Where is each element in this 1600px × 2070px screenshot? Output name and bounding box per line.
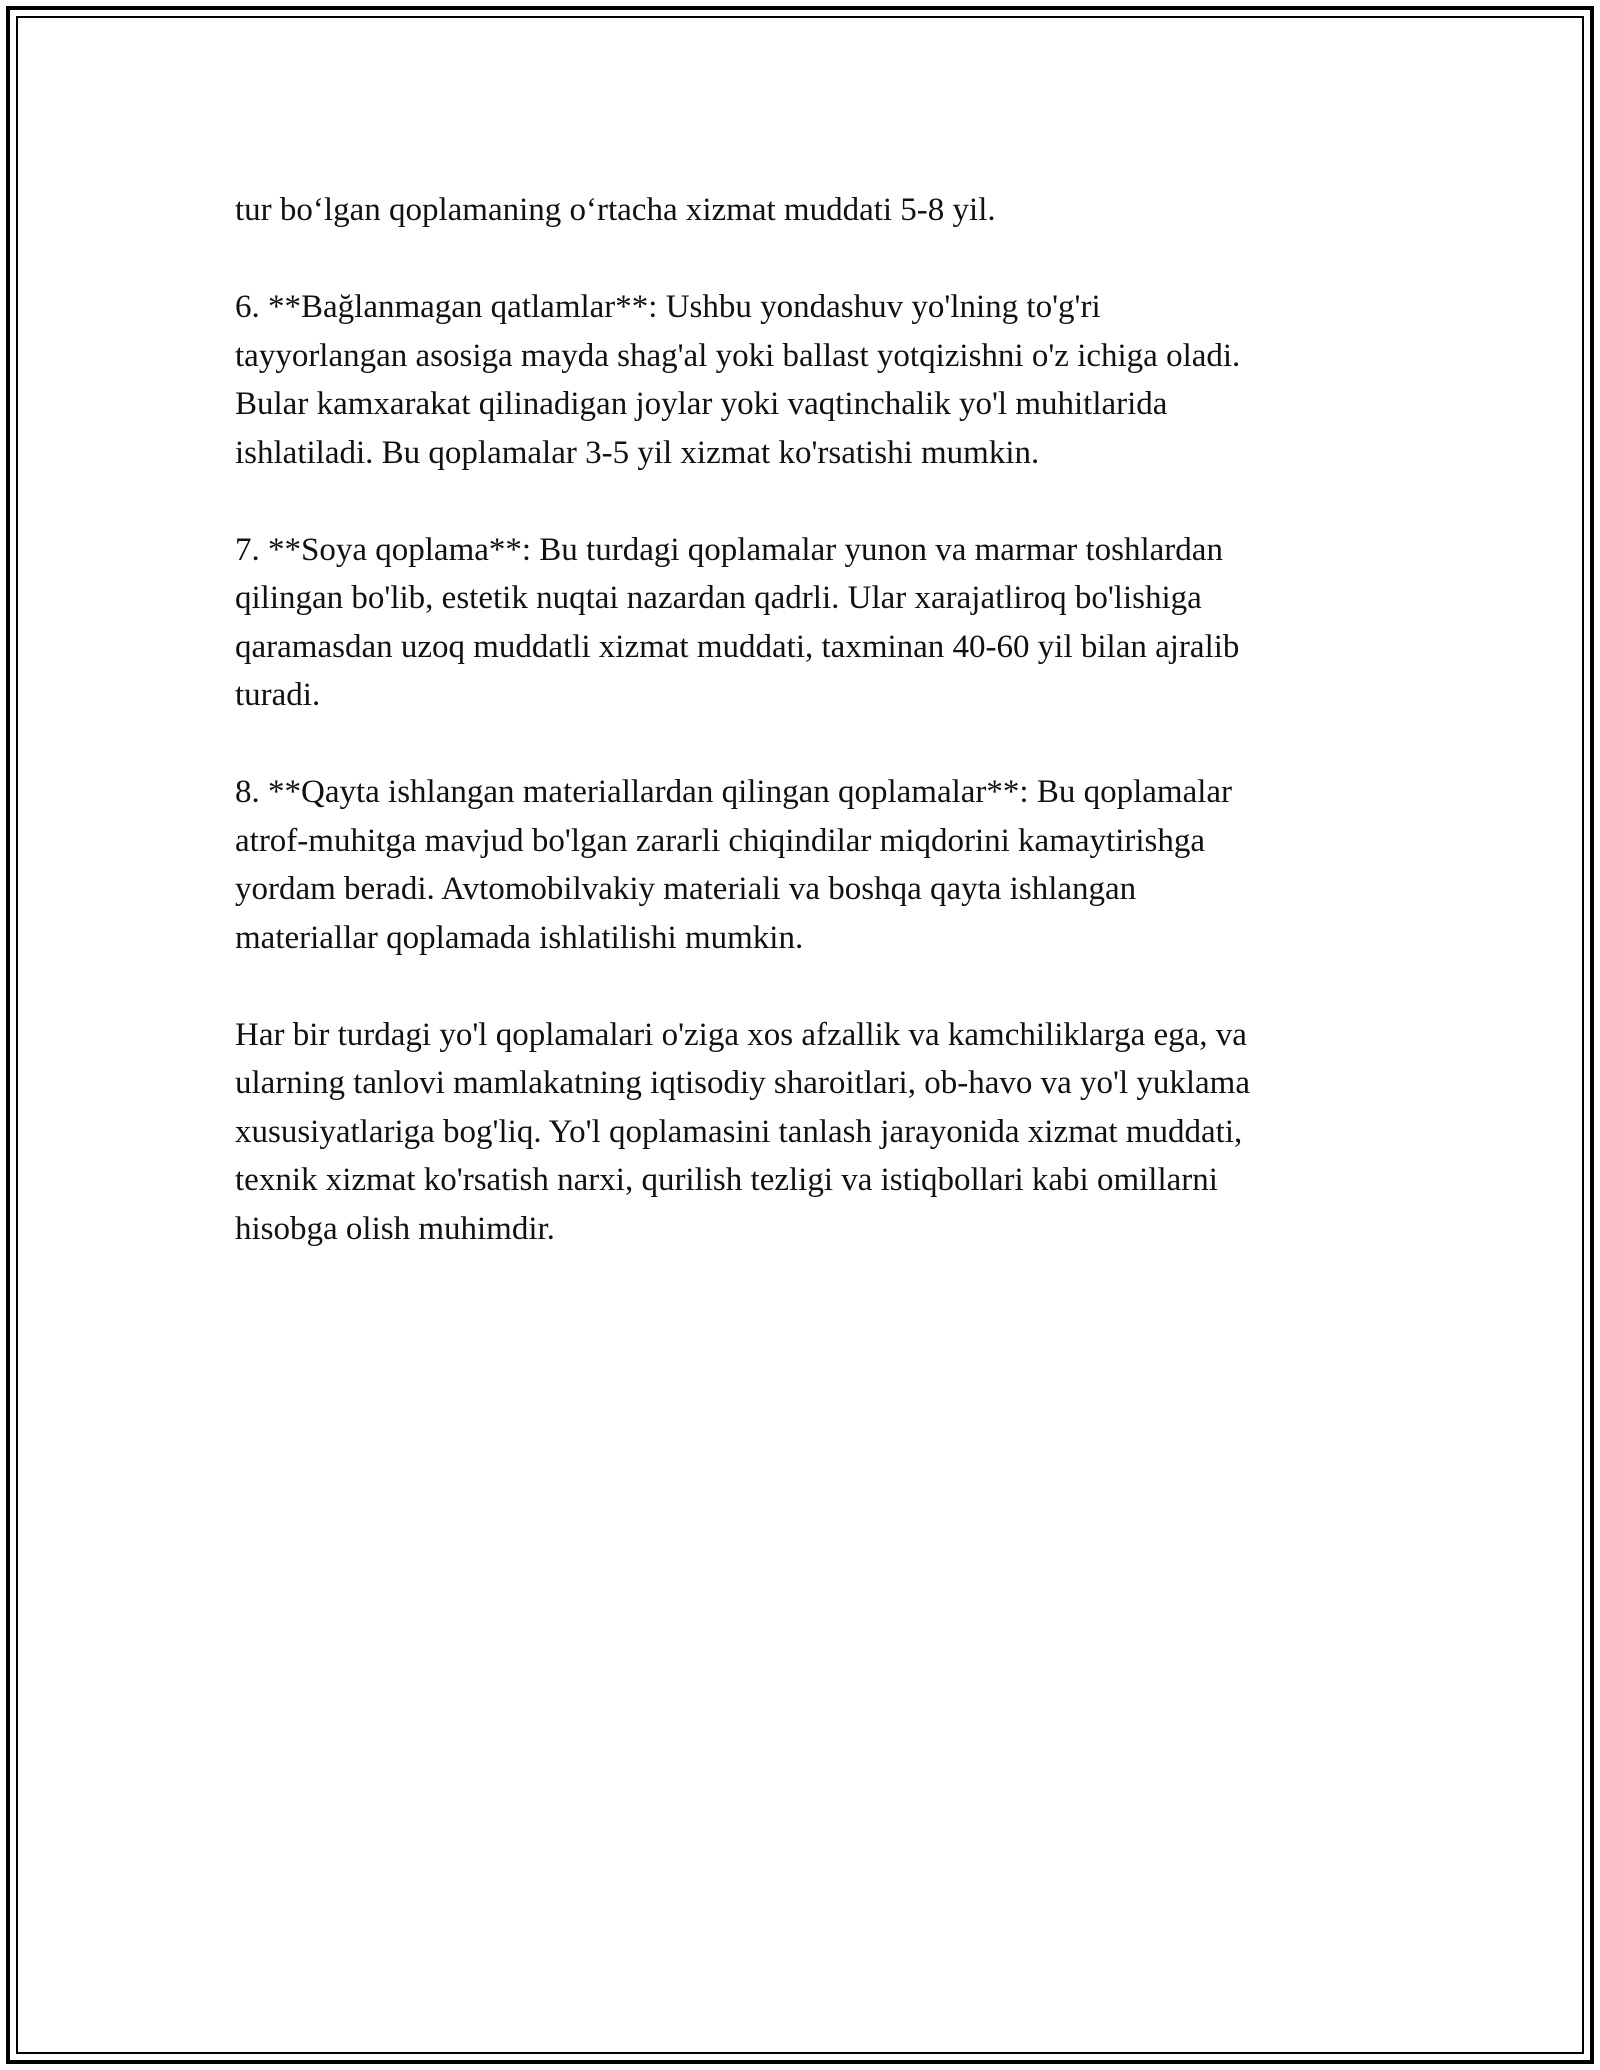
paragraph-item-6: 6. **Bağlanmagan qatlamlar**: Ushbu yondashuv yo'lning to'g'ri tayyorlangan asosiga mayda shag'al yoki ballast yotqizishni o'z ichiga oladi. Bular kamxarakat qilinadigan joylar yoki vaqtinchalik yo'l muhitlarida ishlatiladi. Bu qoplamalar 3-5 yil xizmat ko'rsatishi mumkin. [235, 289, 1241, 471]
paragraph-item-7: 7. **Soya qoplama**: Bu turdagi qoplamalar yunon va marmar toshlardan qilingan bo'lib, estetik nuqtai nazardan qadrli. Ular xarajatliroq bo'lishiga qaramasdan uzoq muddatli xizmat muddati, taxminan 40-60 yil bilan ajralib turadi. [235, 531, 1240, 713]
document-body [235, 186, 1385, 1302]
paragraph-continuation: tur bo‘lgan qoplamaning o‘rtacha xizmat muddati 5-8 yil. [235, 192, 996, 228]
paragraph-item-8: 8. **Qayta ishlangan materiallardan qilingan qoplamalar**: Bu qoplamalar atrof-muhitga mavjud bo'lgan zararli chiqindilar miqdorini kamaytirishga yordam beradi. Avtomobilvakiy materiali va boshqa qayta ishlangan materiallar qoplamada ishlatilishi mumkin. [235, 774, 1233, 956]
paragraph-conclusion: Har bir turdagi yo'l qoplamalari o'ziga xos afzallik va kamchiliklarga ega, va ularning tanlovi mamlakatning iqtisodiy sharoitlari, ob-havo va yo'l yuklama xususiyatlariga bog'liq. Yo'l qoplamasini tanlash jarayonida xizmat muddati, texnik xizmat ko'rsatish narxi, qurilish tezligi va istiqbollari kabi omillarni hisobga olish muhimdir. [235, 1016, 1250, 1247]
